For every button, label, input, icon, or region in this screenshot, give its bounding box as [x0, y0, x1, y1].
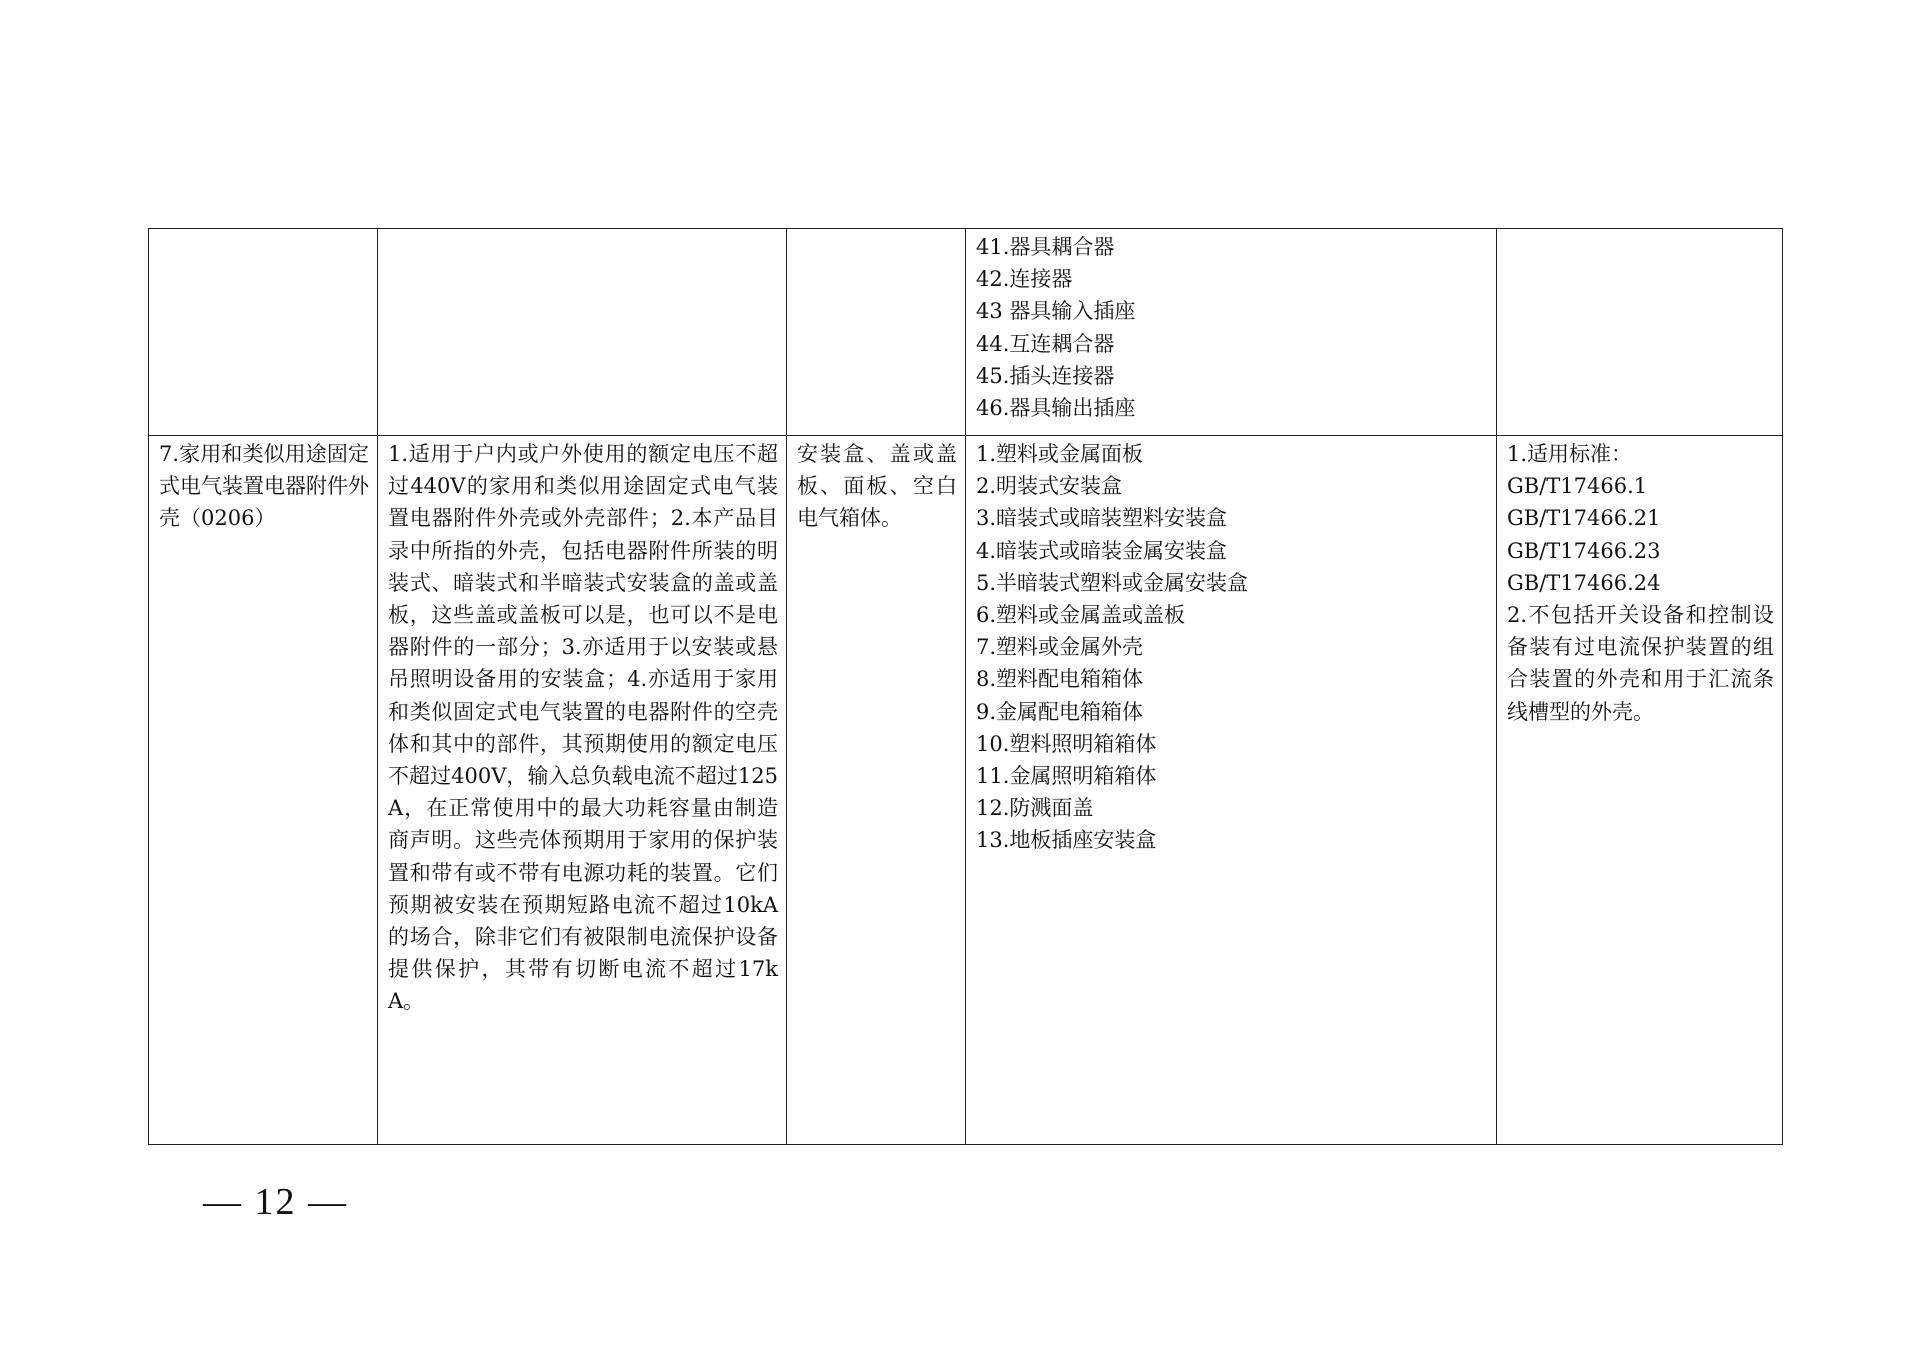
list-item: 46.器具输出插座 — [976, 396, 1136, 421]
page-number: — 12 — — [203, 1181, 348, 1223]
list-item: 1.塑料或金属面板 — [976, 442, 1144, 466]
cell-product-category: 安装盒、盖或盖板、面板、空白电气箱体。 — [787, 436, 966, 1145]
list-item: 42.连接器 — [976, 267, 1073, 292]
cell-product — [149, 229, 378, 436]
notes-line: 1.适用标准： — [1507, 442, 1633, 466]
list-item: 45.插头连接器 — [976, 363, 1115, 388]
cell-product-name: 7.家用和类似用途固定式电气装置电器附件外壳（0206） — [149, 436, 378, 1145]
cell-notes — [1497, 229, 1783, 436]
list-item: 41.器具耦合器 — [976, 235, 1115, 259]
cell-unit-list — [966, 436, 1497, 1145]
cell-units — [966, 229, 1497, 436]
list-item: 13.地板插座安装盒 — [976, 828, 1157, 853]
list-item: 9.金属配电箱箱体 — [976, 699, 1144, 724]
standard-code: GB/T17466.24 — [1507, 570, 1661, 595]
cell-notes-standards — [1497, 436, 1783, 1145]
list-item: 8.塑料配电箱箱体 — [976, 667, 1144, 692]
list-item: 44.互连耦合器 — [976, 331, 1115, 356]
standard-code: GB/T17466.1 — [1507, 474, 1648, 499]
list-item: 12.防溅面盖 — [976, 796, 1094, 821]
standard-code: GB/T17466.21 — [1507, 506, 1661, 531]
list-item: 11.金属照明箱箱体 — [976, 764, 1157, 789]
list-item: 2.明装式安装盒 — [976, 474, 1123, 499]
notes-line: 2.不包括开关设备和控制设备装有过电流保护装置的组合装置的外壳和用于汇流条线槽型的外壳。 — [1507, 603, 1774, 724]
cell-scope — [378, 229, 787, 436]
standard-code: GB/T17466.23 — [1507, 538, 1661, 563]
list-item: 6.塑料或金属盖或盖板 — [976, 603, 1186, 628]
list-item: 43 器具输入插座 — [976, 299, 1136, 324]
table-row-0206 — [149, 436, 1783, 1145]
product-catalog-table — [148, 228, 1783, 1145]
list-item: 5.半暗装式塑料或金属安装盒 — [976, 570, 1249, 595]
list-item: 3.暗装式或暗装塑料安装盒 — [976, 506, 1228, 531]
cell-scope-description: 1.适用于户内或户外使用的额定电压不超过440V的家用和类似用途固定式电气装置电器附件外壳或外壳部件；2.本产品目录中所指的外壳，包括电器附件所装的明装式、暗装式和半暗装式安装盒的盖或盖板，这些盖或盖板可以是，也可以不是电器附件的一部分；3.亦适用于以安装或悬吊照明设备用的安装盒；4.亦适用于家用和类似固定式电气装置的电器附件的空壳体和其中的部件，其预期使用的额定电压不超过400V，输入总负载电流不超过125A，在正常使用中的最大功耗容量由制造商声明。这些壳体预期用于家用的保护装置和带有或不带有电源功耗的装置。它们预期被安装在预期短路电流不超过10kA的场合，除非它们有被限制电流保护设备提供保护，其带有切断电流不超过17kA。 — [378, 436, 787, 1145]
list-item: 10.塑料照明箱箱体 — [976, 731, 1157, 756]
list-item: 7.塑料或金属外壳 — [976, 635, 1144, 660]
cell-category — [787, 229, 966, 436]
table-row-continuation — [149, 229, 1783, 436]
list-item: 4.暗装式或暗装金属安装盒 — [976, 538, 1228, 563]
